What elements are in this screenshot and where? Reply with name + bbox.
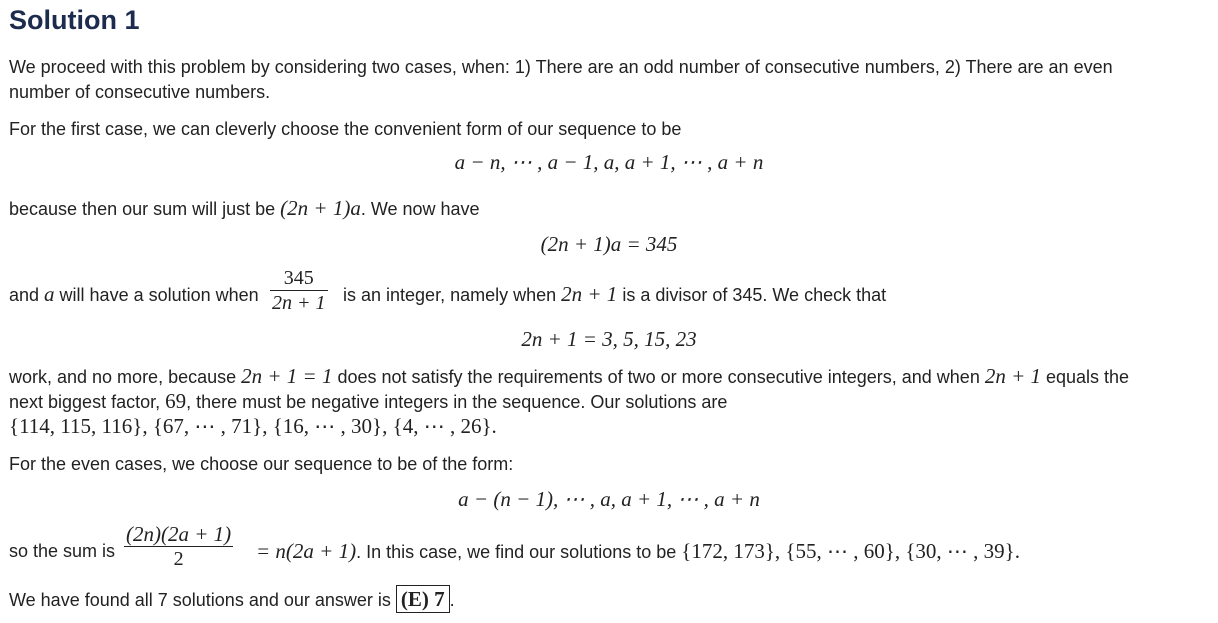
fraction-even-numerator: (2n)(2a + 1) bbox=[126, 522, 232, 546]
even-sequence-equation bbox=[0, 487, 1218, 512]
fraction-345-denominator: 2n + 1 bbox=[272, 292, 326, 314]
reason-text-c: equals the bbox=[1041, 367, 1130, 387]
solution-heading: Solution 1 bbox=[9, 5, 140, 35]
first-case-text: For the first case, we can cleverly choose the convenient form of our sequence to be bbox=[9, 119, 682, 139]
sum-text-math: (2n + 1)a bbox=[280, 196, 361, 220]
odd-solutions-math: {114, 115, 116}, {67, ⋯ , 71}, {16, ⋯ , 30}, {4, ⋯ , 26}. bbox=[9, 414, 497, 438]
sum-text-pre: because then our sum will just be bbox=[9, 199, 281, 219]
divisor-text-end bbox=[343, 282, 886, 308]
even-sum-text-b: . In this case, we find our solutions to be bbox=[356, 542, 682, 562]
reason-math-1: 2n + 1 = 1 bbox=[241, 364, 333, 388]
even-sequence-math: a − (n − 1), ⋯ , a, a + 1, ⋯ , a + n bbox=[458, 487, 760, 511]
even-sum-math: = n(2a + 1) bbox=[256, 539, 357, 563]
divisor-math: 2n + 1 bbox=[561, 282, 618, 306]
even-solutions-math: {172, 173}, {55, ⋯ , 60}, {30, ⋯ , 39}. bbox=[681, 539, 1020, 563]
reason-line-1 bbox=[9, 364, 1129, 390]
divisor-text-start bbox=[9, 282, 259, 308]
odd-solutions bbox=[9, 414, 497, 440]
divisor-text-c: is an integer, namely when bbox=[343, 285, 562, 305]
divisor-text-d: is a divisor of 345. We check that bbox=[617, 285, 887, 305]
odd-sequence-math: a − n, ⋯ , a − 1, a, a + 1, ⋯ , a + n bbox=[454, 150, 764, 174]
odd-values-equation bbox=[0, 327, 1218, 352]
variable-a: a bbox=[44, 282, 55, 306]
reason-text-a: work, and no more, because bbox=[9, 367, 242, 387]
answer-text: We have found all 7 solutions and our answer is bbox=[9, 590, 391, 610]
answer-line bbox=[9, 585, 455, 613]
even-sum-text-start: so the sum is bbox=[9, 541, 116, 561]
answer-box: (E) 7 bbox=[396, 585, 450, 613]
sum-text bbox=[9, 196, 480, 222]
divisor-text-b: will have a solution when bbox=[54, 285, 259, 305]
odd-sum-equation bbox=[0, 232, 1218, 257]
reason-line-2-b: , there must be negative integers in the sequence. Our solutions are bbox=[186, 392, 728, 412]
intro-line-2: number of consecutive numbers. bbox=[9, 82, 271, 102]
reason-text-b: does not satisfy the requirements of two or more consecutive integers, and when bbox=[332, 367, 985, 387]
reason-line-2 bbox=[9, 389, 727, 415]
even-sum-text-end bbox=[256, 539, 1020, 565]
odd-values-math: 2n + 1 = 3, 5, 15, 23 bbox=[521, 327, 697, 351]
answer-period: . bbox=[449, 590, 455, 610]
reason-line-2-math: 69 bbox=[165, 389, 187, 413]
fraction-even-denominator: 2 bbox=[173, 548, 184, 570]
odd-sum-math: (2n + 1)a = 345 bbox=[540, 232, 678, 256]
fraction-345-numerator: 345 bbox=[283, 267, 314, 289]
divisor-text-a: and bbox=[9, 285, 45, 305]
sum-text-post: . We now have bbox=[360, 199, 480, 219]
fraction-345 bbox=[270, 266, 328, 315]
even-case-text: For the even cases, we choose our sequence to be of the form: bbox=[9, 454, 514, 474]
fraction-even-sum bbox=[124, 522, 233, 571]
reason-line-2-a: next biggest factor, bbox=[9, 392, 166, 412]
intro-line-1: We proceed with this problem by considering two cases, when: 1) There are an odd number of consecutive numbers, 2) There are an even bbox=[9, 57, 1113, 77]
odd-sequence-equation bbox=[0, 150, 1218, 175]
reason-math-2: 2n + 1 bbox=[984, 364, 1041, 388]
